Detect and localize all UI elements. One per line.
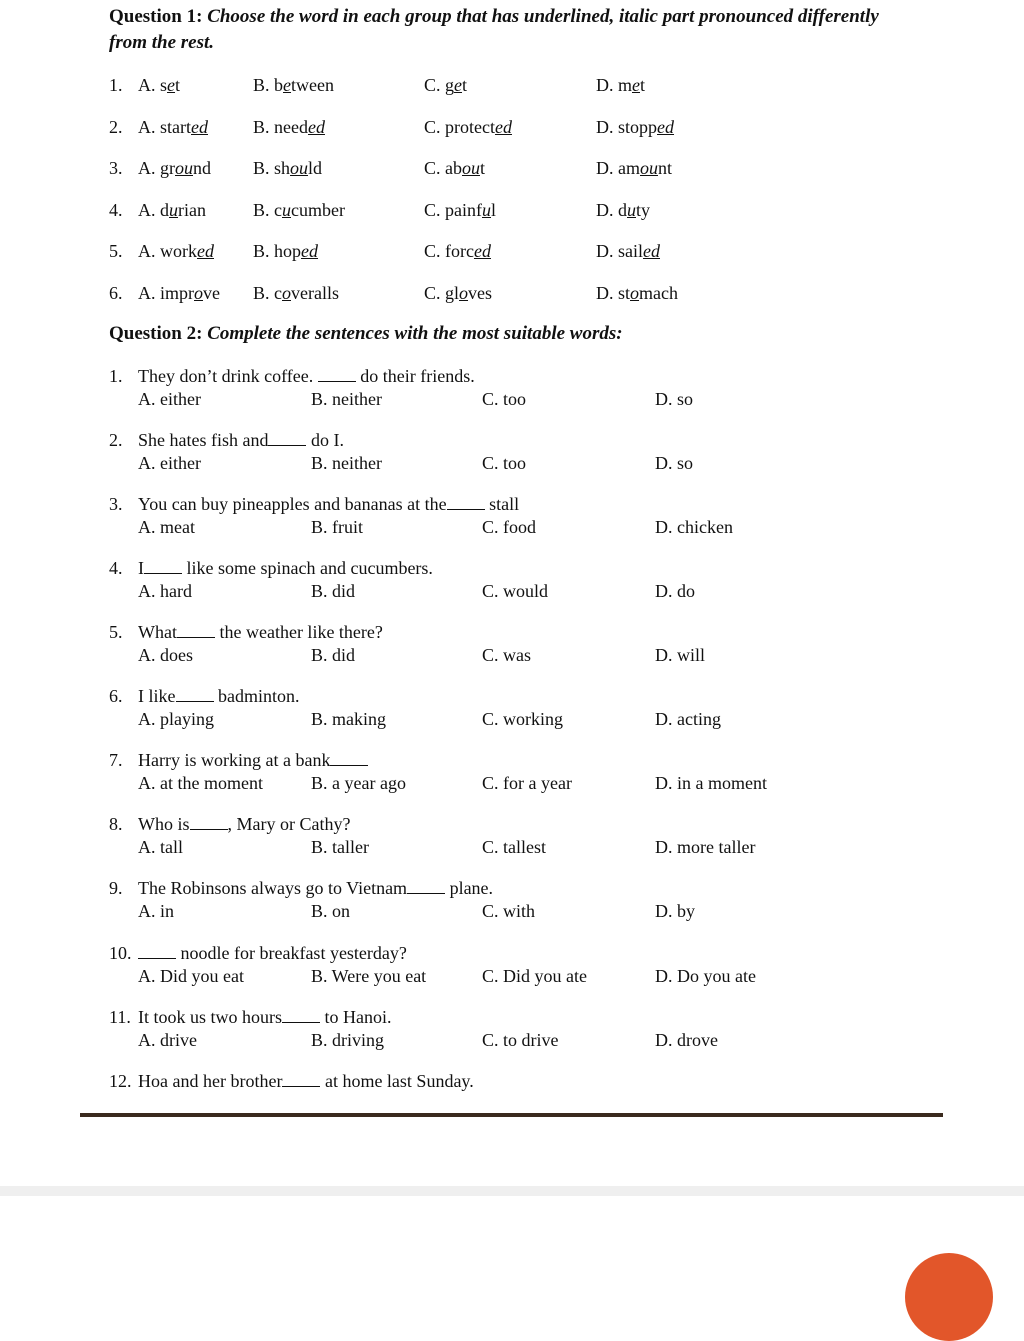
- q2-sentence: They don’t drink coffee. do their friends.: [138, 366, 475, 386]
- q2-option: B. Were you eat: [311, 966, 427, 986]
- q1-choice: C. painful: [424, 200, 497, 220]
- q1-underlined-part: e: [167, 75, 176, 95]
- q2-item-number: 5.: [109, 622, 123, 642]
- q1-choice: D. stomach: [596, 283, 678, 303]
- q2-option: C. with: [482, 901, 536, 921]
- answer-blank: [190, 815, 228, 830]
- q1-underlined-part: o: [630, 283, 640, 303]
- q1-item-number: 2.: [109, 117, 123, 137]
- q2-option: C. to drive: [482, 1030, 559, 1050]
- q2-sentence: noodle for breakfast yesterday?: [138, 941, 407, 965]
- q1-item-number: 5.: [109, 241, 123, 261]
- q2-item-number: 11.: [109, 1007, 131, 1027]
- q1-underlined-part: ed: [301, 241, 319, 261]
- q2-item-number: 10.: [109, 943, 132, 963]
- q1-underlined-part: o: [282, 283, 291, 303]
- q1-underlined-part: e: [632, 75, 640, 95]
- q2-option: D. do: [655, 581, 695, 601]
- q2-option: B. taller: [311, 837, 369, 857]
- q2-item-number: 3.: [109, 494, 123, 514]
- q2-option: D. so: [655, 453, 694, 473]
- q2-sentence: You can buy pineapples and bananas at the stall: [138, 494, 520, 514]
- q2-item-number: 7.: [109, 750, 123, 770]
- q1-item-number: 6.: [109, 283, 123, 303]
- answer-blank: [318, 367, 356, 382]
- q1-choice: C. get: [424, 75, 468, 95]
- answer-blank: [282, 1072, 320, 1087]
- q2-item-number: 8.: [109, 814, 123, 834]
- q1-choice: C. gloves: [424, 283, 493, 303]
- q1-choice: B. needed: [253, 117, 325, 137]
- q1-underlined-part: u: [282, 200, 291, 220]
- q2-option: D. chicken: [655, 517, 733, 537]
- answer-blank: [407, 879, 445, 894]
- q1-item: [0, 280, 1024, 306]
- floating-action-button[interactable]: [905, 1253, 993, 1341]
- q2-option: A. does: [138, 645, 193, 665]
- q1-underlined-part: o: [194, 283, 203, 303]
- question-1-heading: [109, 4, 909, 56]
- q2-option: D. in a moment: [655, 773, 767, 793]
- q2-option: C. Did you ate: [482, 966, 587, 986]
- q1-underlined-part: ou: [175, 158, 193, 178]
- q2-option: B. a year ago: [311, 773, 406, 793]
- answer-blank: [144, 559, 182, 574]
- q2-option: A. hard: [138, 581, 192, 601]
- q2-sentence: Hoa and her brother at home last Sunday.: [138, 1071, 474, 1091]
- q2-option: D. will: [655, 645, 706, 665]
- q2-option: B. neither: [311, 389, 382, 409]
- q1-choice: D. sailed: [596, 241, 660, 261]
- q2-item-number: 2.: [109, 430, 123, 450]
- q1-choice: B. cucumber: [253, 200, 345, 220]
- q1-item-number: 1.: [109, 75, 123, 95]
- q2-option: A. drive: [138, 1030, 197, 1050]
- q2-sentence: I like badminton.: [138, 686, 300, 706]
- q1-choice: A. improve: [138, 283, 220, 303]
- q1-underlined-part: ed: [191, 117, 208, 137]
- q1-item: [0, 155, 1024, 181]
- q2-option: D. Do you ate: [655, 966, 756, 986]
- q2-option: B. did: [311, 581, 356, 601]
- q1-choice: A. durian: [138, 200, 206, 220]
- q2-option: B. did: [311, 645, 356, 665]
- q1-choice: C. protected: [424, 117, 512, 137]
- q1-underlined-part: u: [482, 200, 491, 220]
- q2-option: B. making: [311, 709, 386, 729]
- q2-option: C. would: [482, 581, 549, 601]
- q2-option: B. neither: [311, 453, 382, 473]
- q2-option: C. too: [482, 389, 527, 409]
- q2-option: A. tall: [138, 837, 183, 857]
- q1-choice: A. ground: [138, 158, 211, 178]
- q2-option: C. food: [482, 517, 536, 537]
- q1-choice: D. duty: [596, 200, 651, 220]
- q1-underlined-part: e: [283, 75, 292, 95]
- section-divider: [80, 1113, 943, 1117]
- q2-item-number: 9.: [109, 878, 123, 898]
- q1-underlined-part: ed: [473, 241, 491, 261]
- answer-blank: [282, 1008, 320, 1023]
- q2-option: A. meat: [138, 517, 195, 537]
- q1-choice: B. should: [253, 158, 323, 178]
- q1-item: [0, 197, 1024, 223]
- q2-option: B. on: [311, 901, 351, 921]
- q2-sentence: It took us two hours to Hanoi.: [138, 1007, 392, 1027]
- q1-choice: A. worked: [138, 241, 214, 261]
- answer-blank: [138, 944, 176, 959]
- q2-option: B. driving: [311, 1030, 385, 1050]
- q1-choice: B. hoped: [253, 241, 319, 261]
- question-2-heading: [109, 321, 623, 347]
- q2-option: A. playing: [138, 709, 214, 729]
- q2-option: A. either: [138, 389, 201, 409]
- q1-choice: C. forced: [424, 241, 491, 261]
- answer-blank: [177, 623, 215, 638]
- q2-item-number: 6.: [109, 686, 123, 706]
- q2-option: D. by: [655, 901, 695, 921]
- q1-item: [0, 72, 1024, 98]
- q2-option: B. fruit: [311, 517, 363, 537]
- q1-underlined-part: ed: [494, 117, 512, 137]
- q1-underlined-part: ed: [197, 241, 214, 261]
- q1-item: [0, 114, 1024, 140]
- q1-choice: B. between: [253, 75, 334, 95]
- q1-underlined-part: o: [459, 283, 469, 303]
- q2-sentence: The Robinsons always go to Vietnam plane.: [138, 878, 494, 898]
- q1-choice: D. met: [596, 75, 646, 95]
- q1-underlined-part: u: [627, 200, 636, 220]
- q1-underlined-part: e: [454, 75, 463, 95]
- q1-choice: D. stopped: [596, 117, 675, 137]
- q2-sentence: Who is , Mary or Cathy?: [138, 814, 351, 834]
- q2-option: A. either: [138, 453, 201, 473]
- q1-underlined-part: u: [169, 200, 178, 220]
- q2-option: D. drove: [655, 1030, 718, 1050]
- answer-blank: [176, 687, 214, 702]
- q1-underlined-part: ou: [462, 158, 480, 178]
- q1-choice: A. set: [138, 75, 181, 95]
- q1-choice: A. started: [138, 117, 208, 137]
- answer-blank: [447, 495, 485, 510]
- q1-underlined-part: ou: [290, 158, 309, 178]
- q1-item-number: 4.: [109, 200, 123, 220]
- q1-choice: D. amount: [596, 158, 673, 178]
- question-2-label: Question 2:: [109, 323, 203, 344]
- q2-option: A. in: [138, 901, 174, 921]
- q2-item-number: 1.: [109, 366, 123, 386]
- q2-option: C. working: [482, 709, 563, 729]
- q1-underlined-part: ou: [640, 158, 658, 178]
- q2-option: D. more taller: [655, 837, 756, 857]
- q2-sentence: I like some spinach and cucumbers.: [138, 558, 433, 578]
- q2-item-number: 12.: [109, 1071, 132, 1091]
- answer-blank: [268, 431, 306, 446]
- q2-sentence: What the weather like there?: [138, 622, 383, 642]
- q2-option: D. so: [655, 389, 694, 409]
- q1-choice: B. coveralls: [253, 283, 339, 303]
- q2-option: C. tallest: [482, 837, 546, 857]
- q1-item-number: 3.: [109, 158, 123, 178]
- page-gap: [0, 1186, 1024, 1196]
- q1-item: [0, 238, 1024, 264]
- q2-option: C. was: [482, 645, 531, 665]
- q1-underlined-part: ed: [657, 117, 675, 137]
- q2-option: C. for a year: [482, 773, 572, 793]
- q2-option: D. acting: [655, 709, 721, 729]
- question-2-instruction: Complete the sentences with the most suitable words:: [207, 323, 623, 344]
- q2-option: A. Did you eat: [138, 966, 244, 986]
- answer-blank: [330, 751, 368, 766]
- question-1-label: Question 1:: [109, 6, 203, 27]
- q1-underlined-part: ed: [643, 241, 660, 261]
- question-1-instruction: Choose the word in each group that has underlined, italic part pronounced differently from the rest.: [109, 6, 879, 53]
- q2-sentence: She hates fish and do I.: [138, 430, 344, 450]
- q1-underlined-part: ed: [307, 117, 325, 137]
- q2-option: C. too: [482, 453, 527, 473]
- q2-item-number: 4.: [109, 558, 123, 578]
- q2-sentence: Harry is working at a bank: [138, 748, 368, 772]
- q2-option: A. at the moment: [138, 773, 263, 793]
- q1-choice: C. about: [424, 158, 486, 178]
